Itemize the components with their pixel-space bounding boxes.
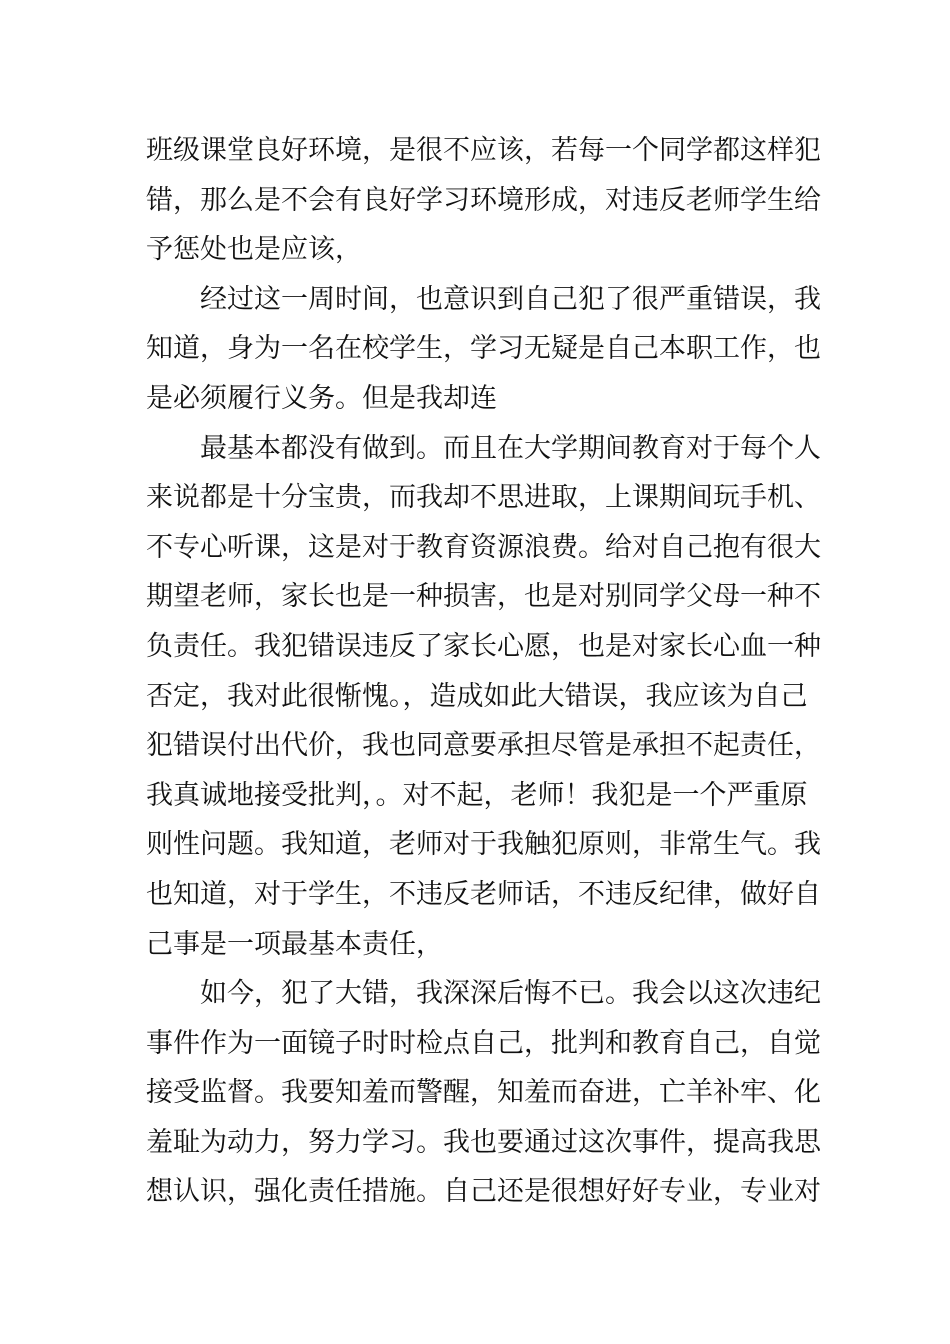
text-line: 想认识，强化责任措施。自己还是很想好好专业，专业对 [146, 1176, 821, 1208]
paragraph-first-line: 如今，犯了大错，我深深后悔不已。我会以这次违纪 [200, 978, 821, 1010]
text-line: 犯错误付出代价，我也同意要承担尽管是承担不起责任， [146, 730, 821, 762]
text-line: 则性问题。我知道，老师对于我触犯原则，非常生气。我 [146, 829, 821, 861]
text-line: 是必须履行义务。但是我却连 [146, 382, 497, 414]
paragraph-first-line: 经过这一周时间，也意识到自己犯了很严重错误，我 [200, 283, 821, 315]
document-body [146, 126, 821, 1217]
text-line: 期望老师，家长也是一种损害，也是对别同学父母一种不 [146, 581, 821, 613]
text-line: 错，那么是不会有良好学习环境形成，对违反老师学生给 [146, 184, 821, 216]
text-line: 也知道，对于学生，不违反老师话，不违反纪律，做好自 [146, 878, 821, 910]
paragraph-first-line: 最基本都没有做到。而且在大学期间教育对于每个人 [200, 432, 821, 464]
text-line: 予惩处也是应该， [146, 234, 362, 266]
text-line: 负责任。我犯错误违反了家长心愿，也是对家长心血一种 [146, 630, 821, 662]
text-line: 不专心听课，这是对于教育资源浪费。给对自己抱有很大 [146, 531, 821, 563]
text-line: 羞耻为动力，努力学习。我也要通过这次事件，提高我思 [146, 1126, 821, 1158]
text-line: 班级课堂良好环境，是很不应该，若每一个同学都这样犯 [146, 135, 821, 166]
text-line: 接受监督。我要知羞而警醒，知羞而奋进，亡羊补牢、化 [146, 1077, 821, 1109]
text-line: 己事是一项最基本责任， [146, 928, 443, 960]
text-line: 否定，我对此很惭愧。，造成如此大错误，我应该为自己 [146, 680, 808, 712]
text-line: 我真诚地接受批判，。对不起，老师！我犯是一个严重原 [146, 779, 808, 811]
text-line: 来说都是十分宝贵，而我却不思进取，上课期间玩手机、 [146, 482, 821, 514]
text-line: 知道，身为一名在校学生，学习无疑是自己本职工作，也 [146, 333, 821, 365]
text-line: 事件作为一面镜子时时检点自己，批判和教育自己，自觉 [146, 1027, 821, 1059]
